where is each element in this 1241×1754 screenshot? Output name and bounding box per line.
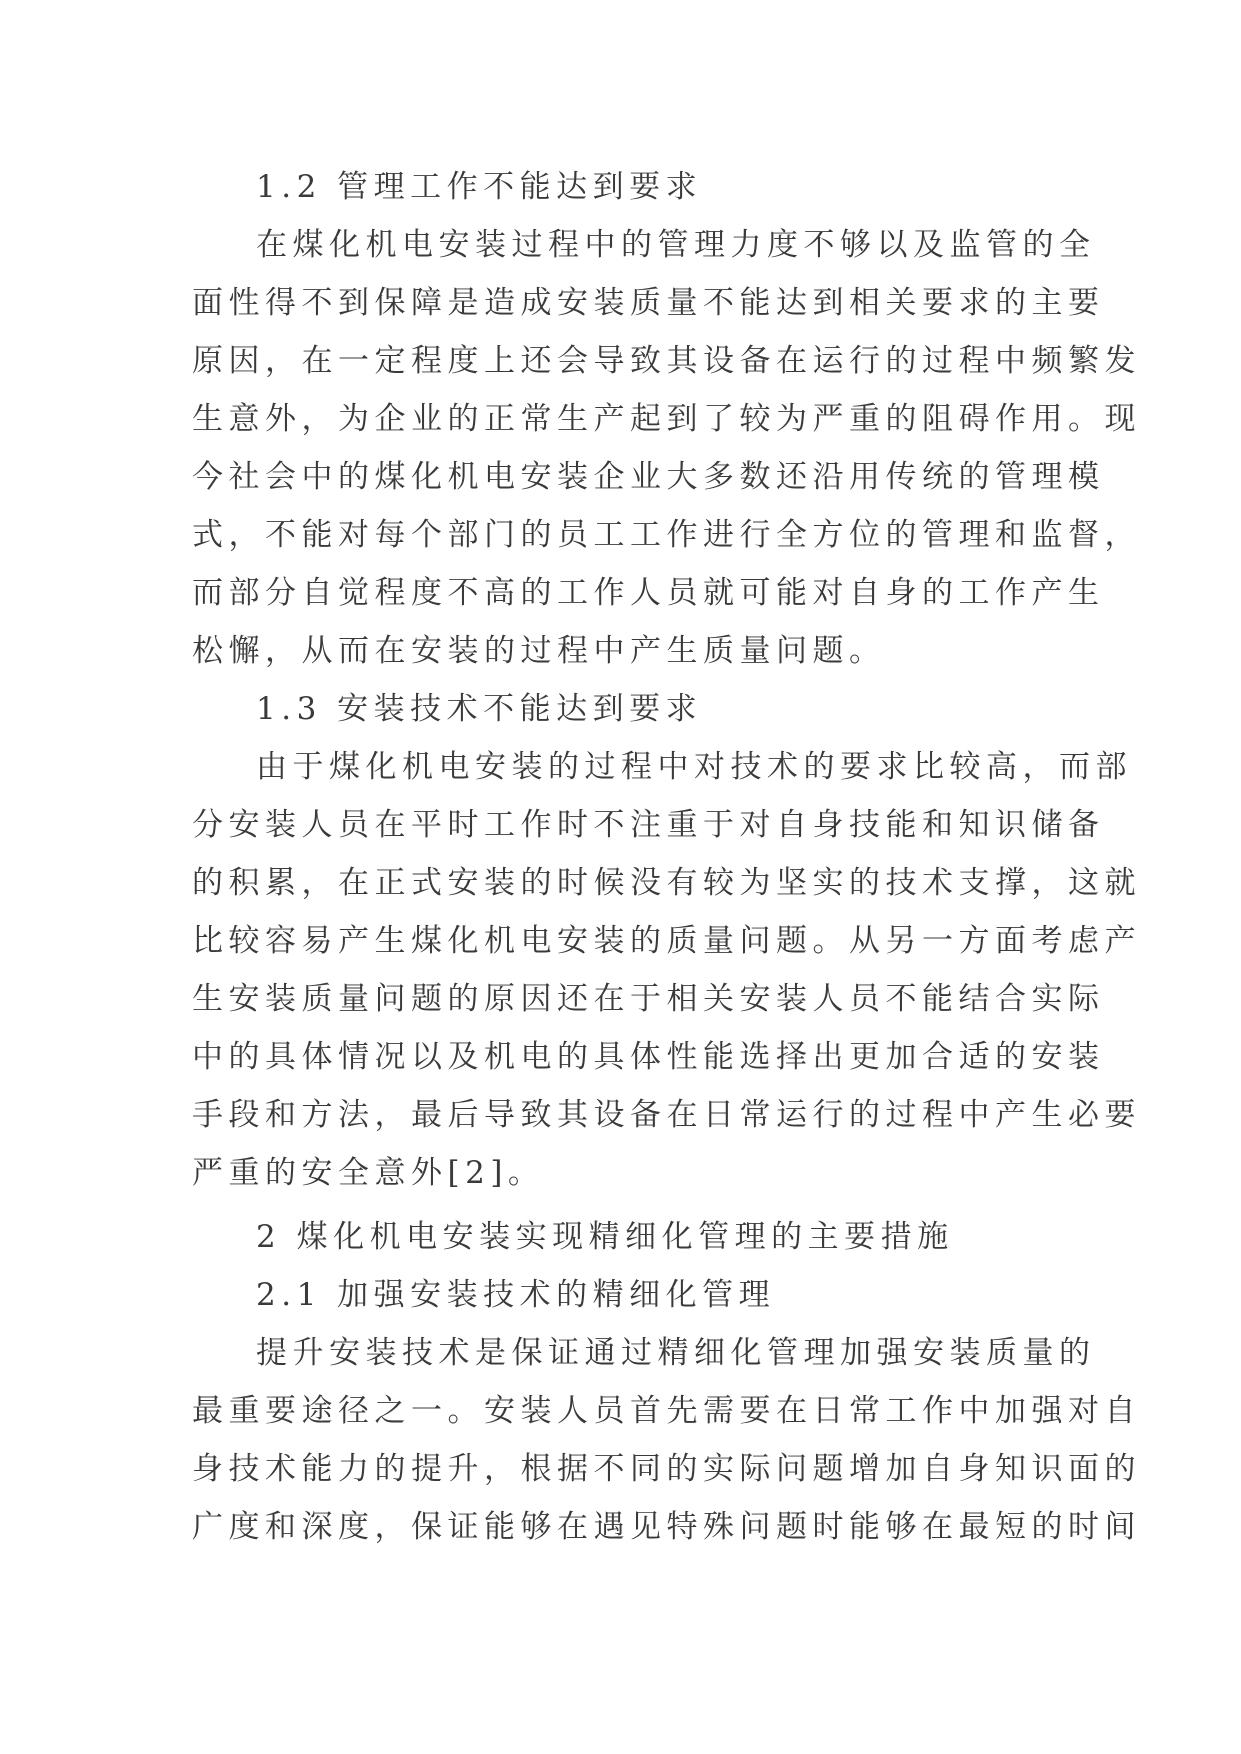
paragraph-line: 面性得不到保障是造成安装质量不能达到相关要求的主要 xyxy=(192,285,1105,321)
paragraph-line: 分安装人员在平时工作时不注重于对自身技能和知识储备 xyxy=(192,807,1105,843)
paragraph-line: 由于煤化机电安装的过程中对技术的要求比较高，而部 xyxy=(256,749,1132,785)
document-page xyxy=(192,158,1141,1556)
section-heading-2-1: 2.1 加强安装技术的精细化管理 xyxy=(256,1277,776,1313)
paragraph-line: 松懈，从而在安装的过程中产生质量问题。 xyxy=(192,633,886,669)
paragraph-line: 中的具体情况以及机电的具体性能选择出更加合适的安装 xyxy=(192,1039,1105,1075)
section-heading-2: 2 煤化机电安装实现精细化管理的主要措施 xyxy=(256,1219,954,1255)
paragraph-line: 生意外，为企业的正常生产起到了较为严重的阻碍作用。现 xyxy=(192,401,1141,437)
paragraph-line: 广度和深度，保证能够在遇见特殊问题时能够在最短的时间 xyxy=(192,1509,1141,1545)
paragraph-line: 今社会中的煤化机电安装企业大多数还沿用传统的管理模 xyxy=(192,459,1105,495)
paragraph-line: 身技术能力的提升，根据不同的实际问题增加自身知识面的 xyxy=(192,1451,1141,1487)
paragraph-line: 手段和方法，最后导致其设备在日常运行的过程中产生必要 xyxy=(192,1097,1141,1133)
paragraph-line: 生安装质量问题的原因还在于相关安装人员不能结合实际 xyxy=(192,981,1105,1017)
paragraph-line: 提升安装技术是保证通过精细化管理加强安装质量的 xyxy=(256,1335,1096,1371)
paragraph-line: 式，不能对每个部门的员工工作进行全方位的管理和监督， xyxy=(192,517,1141,553)
paragraph-line: 原因，在一定程度上还会导致其设备在运行的过程中频繁发 xyxy=(192,343,1141,379)
paragraph-line: 而部分自觉程度不高的工作人员就可能对自身的工作产生 xyxy=(192,575,1105,611)
section-heading-1-3: 1.3 安装技术不能达到要求 xyxy=(256,691,703,727)
section-heading-1-2: 1.2 管理工作不能达到要求 xyxy=(256,169,703,205)
paragraph-line: 在煤化机电安装过程中的管理力度不够以及监管的全 xyxy=(256,227,1096,263)
paragraph-line: 的积累，在正式安装的时候没有较为坚实的技术支撑，这就 xyxy=(192,865,1141,901)
paragraph-line: 最重要途径之一。安装人员首先需要在日常工作中加强对自 xyxy=(192,1393,1141,1429)
paragraph-line: 严重的安全意外[2]。 xyxy=(192,1155,545,1191)
paragraph-line: 比较容易产生煤化机电安装的质量问题。从另一方面考虑产 xyxy=(192,923,1141,959)
